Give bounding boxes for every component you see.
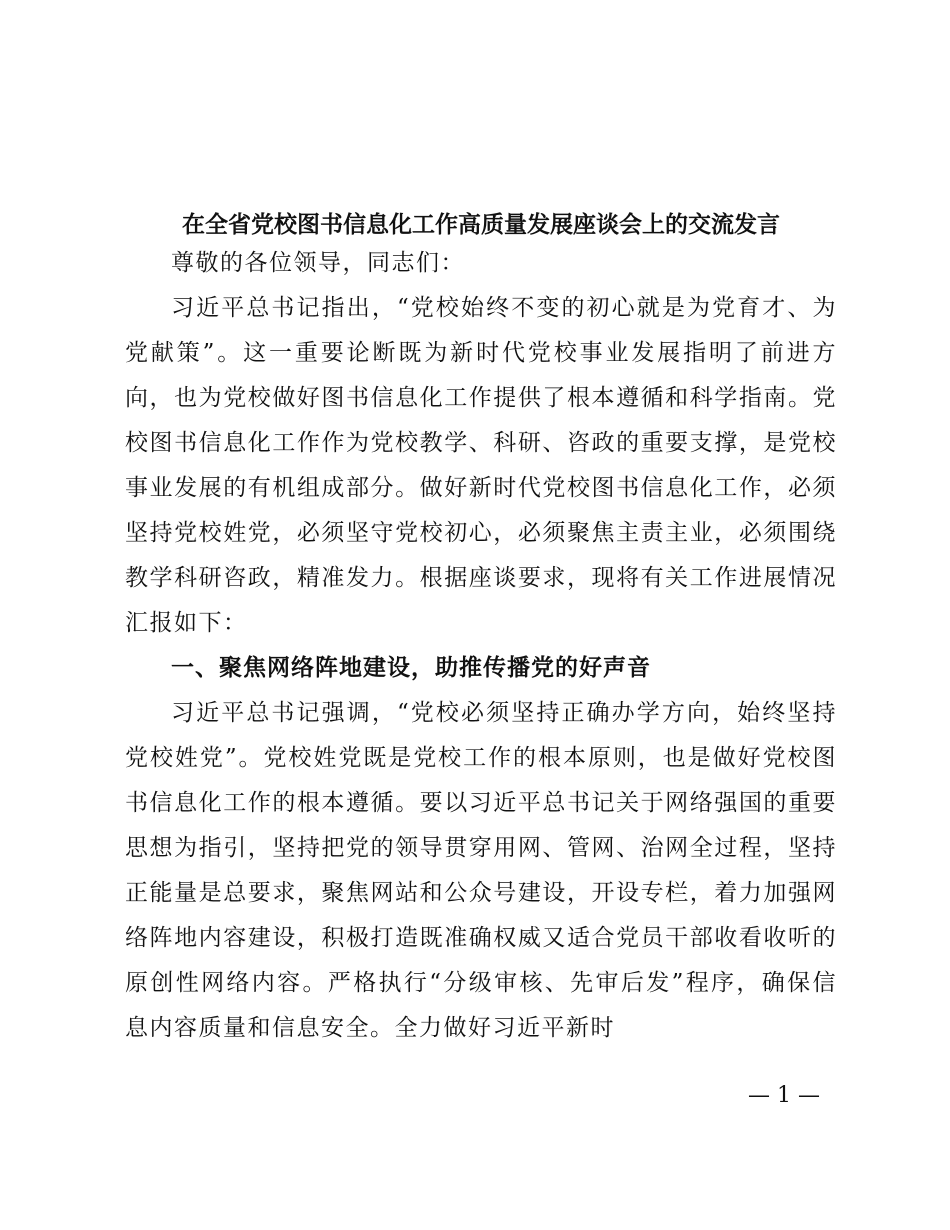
section-1-paragraph: 习近平总书记强调，“党校必须坚持正确办学方向，始终坚持党校姓党”。党校姓党既是党校工作的根本原则，也是做好党校图书信息化工作的根本遵循。要以习近平总书记关于网络强国的重要思想为指引，坚持把党的领导贯穿用网、管网、治网全过程，坚持正能量是总要求，聚焦网站和公众号建设，开设专栏，着力加强网络阵地内容建设，积极打造既准确权威又适合党员干部收看收听的原创性网络内容。严格执行“分级审核、先审后发”程序，确保信息内容质量和信息安全。全力做好习近平新时 (125, 700, 837, 1041)
document-title: 在全省党校图书信息化工作高质量发展座谈会上的交流发言 (182, 211, 780, 238)
section-heading-1: 一、聚焦网络阵地建设，助推传播党的好声音 (171, 655, 651, 681)
salutation: 尊敬的各位领导，同志们： (171, 250, 465, 276)
document-body (125, 195, 837, 1051)
page-number: — 1 — (748, 1083, 820, 1108)
intro-paragraph: 习近平总书记指出，“党校始终不变的初心就是为党育才、为党献策”。这一重要论断既为新时代党校事业发展指明了前进方向，也为党校做好图书信息化工作提供了根本遵循和科学指南。党校图书信息化工作作为党校教学、科研、咨政的重要支撑，是党校事业发展的有机组成部分。做好新时代党校图书信息化工作，必须坚持党校姓党，必须坚守党校初心，必须聚焦主责主业，必须围绕教学科研咨政，精准发力。根据座谈要求，现将有关工作进展情况汇报如下： (125, 295, 837, 636)
